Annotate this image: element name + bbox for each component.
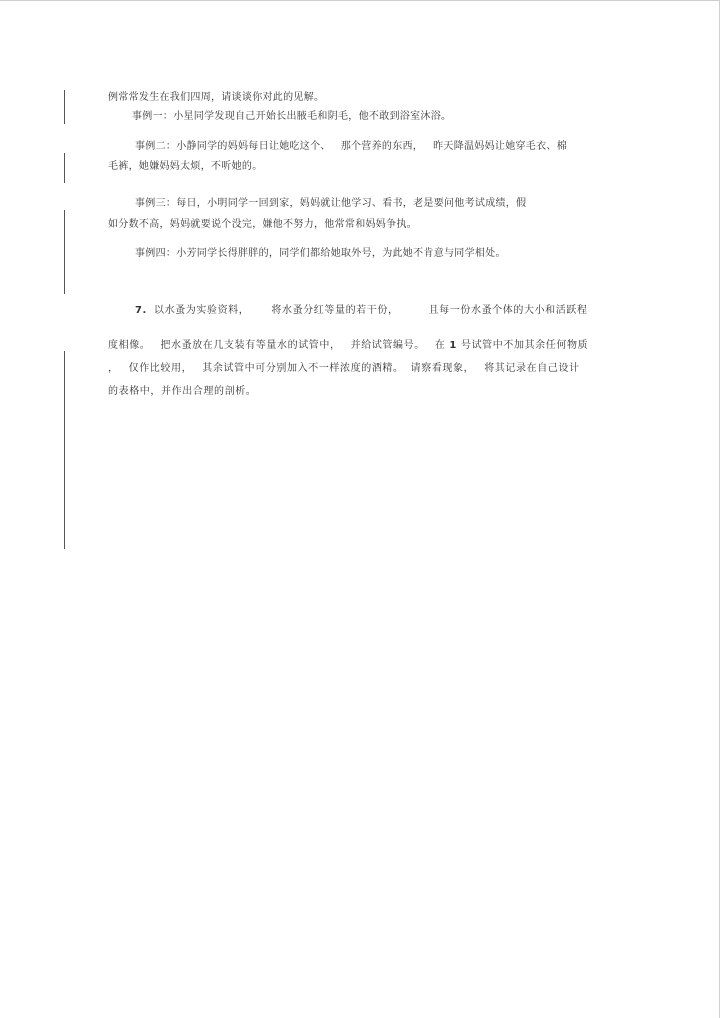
question-seven-line-2 — [108, 340, 588, 352]
case-three-line-1: 事例三：每日，小明同学一回到家，妈妈就让他学习、看书，老是要问他考试成绩，假 — [135, 198, 527, 209]
tube-number: 1 — [449, 340, 457, 351]
question-seven-line-3-a: ， — [108, 363, 119, 374]
question-seven-line-3-e: 将其记录在自己设计 — [484, 363, 580, 374]
question-seven-part-b: 将水蚤分红等量的若干份， — [271, 305, 399, 316]
question-seven-line-3 — [108, 363, 580, 375]
intro-text: 例常常发生在我们四周，请谈谈你对此的见解。 — [108, 92, 325, 103]
case-four-text: 事例四：小芳同学长得胖胖的，同学们都给她取外号，为此她不肯意与同学相处。 — [135, 248, 506, 259]
question-seven-line-2-c: 并给试管编号。 — [350, 340, 425, 351]
case-two-line-2: 毛裤，她嫌妈妈太烦，不听她的。 — [108, 161, 263, 172]
case-two-part-a: 事例二：小静同学的妈妈每日让她吃这个、 — [135, 141, 331, 152]
question-seven-line-1 — [135, 305, 588, 317]
case-three-line-2: 如分数不高，妈妈就要说个没完，嫌他不努力，他常常和妈妈争执。 — [108, 219, 417, 230]
margin-line-3 — [64, 210, 65, 294]
case-two-part-c: 昨天降温妈妈让她穿毛衣、棉 — [433, 141, 568, 152]
question-seven-line-3-c: 其余试管中可分别加入不一样浓度的酒精。 — [202, 363, 404, 374]
question-seven-part-c: 且每一份水蚤个体的大小和活跃程 — [428, 305, 588, 316]
case-two-part-b: 那个营养的东西， — [340, 141, 424, 152]
case-one-text: 事例一：小星同学发现自己开始长出腋毛和阴毛，他不敢到浴室沐浴。 — [132, 111, 452, 122]
question-seven-line-2-e: 号试管中不加其余任何物质 — [460, 340, 589, 351]
case-two-line-1 — [135, 141, 567, 153]
question-seven-line-2-d: 在 — [434, 340, 446, 351]
question-seven-line-2-b: 把水蚤放在几支装有等量水的试管中， — [160, 340, 341, 351]
question-seven-line-4: 的表格中，并作出合理的剖析。 — [108, 386, 257, 397]
margin-line-2 — [64, 153, 65, 183]
margin-line-4 — [64, 351, 65, 549]
question-seven-line-3-d: 请察看现象， — [410, 363, 475, 374]
question-seven-line-3-b: 仅作比较用， — [128, 363, 193, 374]
question-seven-line-2-a: 度相像。 — [108, 340, 151, 351]
question-seven-part-a: 以水蚤为实验资料， — [153, 305, 250, 316]
margin-line-1 — [64, 90, 65, 124]
question-number: 7. — [135, 305, 147, 316]
